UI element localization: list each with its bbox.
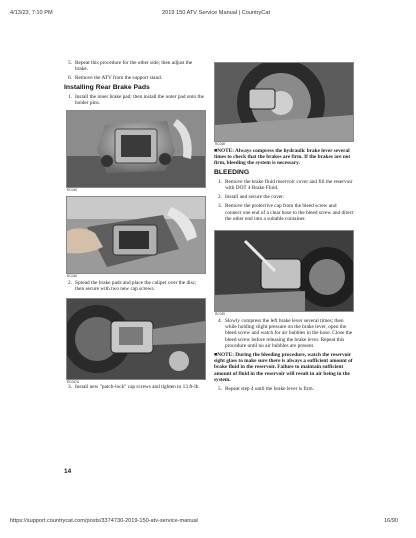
caliper-disc-photo-graphic [67,299,205,379]
left-step-6: 6. Remove the ATV from the support stand. [68,75,163,82]
bleeding-step-5: 5. Repeat step 4 until the brake lever is firm. [218,386,314,393]
section-title-bleeding: BLEEDING [214,168,250,176]
photo-caliper-on-disc [66,298,206,380]
bleeding-step-4: 4. Slowly compress the left brake lever several times; then while holding slight pressure on the brake lever, open the bleed screw and watch for air bubbles in the hose. Close the bleed screw before releasing the brake lever. Repeat this procedure until no air bubbles are present. [218,318,353,349]
bleed-hose-photo-graphic [215,231,353,311]
left-text-top [64,60,204,109]
print-page-title: 2019 150 ATV Service Manual | CountryCat [162,10,270,16]
left-text-mid [64,280,204,295]
right-text-top [214,148,354,225]
brake-caliper-photo-graphic [67,111,205,187]
note-compress-lever: ■NOTE: Always compress the hydraulic brake lever several times to check that the brakes are firm. If the brakes are not firm, bleeding the system is necessary. [214,148,351,167]
note-sight-glass: ■NOTE: During the bleeding procedure, watch the reservoir sight glass to make sure there is always a sufficient amount of brake fluid in the reservoir. Failure to maintain sufficient amount of fluid in the reservoir will result in air being in the system. [214,352,353,383]
print-page-counter: 16/90 [384,518,398,524]
right-text-bottom [214,318,354,395]
figure-code-rc046: RC046 [67,274,77,278]
figure-code-rc045: RC045 [67,188,77,192]
manual-page-number: 14 [64,468,72,475]
figure-code-rc049: RC049 [215,312,225,316]
bleeding-step-1: 1. Remove the brake fluid reservoir cover and fill the reservoir with DOT 4 Brake Fluid. [218,178,353,192]
bleeding-step-3: 3. Remove the protective cap from the bleed screw and connect one end of a clear hose to the bleed screw and direct the other end into a suitable container. [218,203,354,222]
rear-pads-step-2: 2. Spread the brake pads and place the caliper over the disc; then secure with two new cap screws. [68,280,197,293]
hand-caliper-photo-graphic [67,197,205,273]
print-url: https://support.countrycat.com/posts/3374730-2019-150-atv-service-manual [10,518,198,524]
rear-pads-step-1: 1. Install the inner brake pad; then install the outer pad onto the holder pins. [68,93,205,107]
rear-wheel-photo-graphic [215,63,353,141]
photo-rear-wheel-brake [214,62,354,142]
print-datetime: 4/13/23, 7:10 PM [10,10,53,16]
photo-installing-pads [66,196,206,274]
figure-code-rc047a: RC047A [67,380,80,384]
rear-pads-step-3: 3. Install new "patch-lock" cap screws and tighten to 13 ft-lb. [68,384,200,390]
left-text-bottom [64,384,204,393]
bleeding-step-2: 2. Install and secure the cover. [218,194,284,201]
figure-code-rc048: RC048 [215,142,225,146]
left-step-5: 5. Repeat this procedure for the other side; then adjust the brake. [68,60,193,73]
photo-brake-pads-holder [66,110,206,188]
photo-bleed-hose [214,230,354,312]
section-title-rear-pads: Installing Rear Brake Pads [64,83,150,91]
